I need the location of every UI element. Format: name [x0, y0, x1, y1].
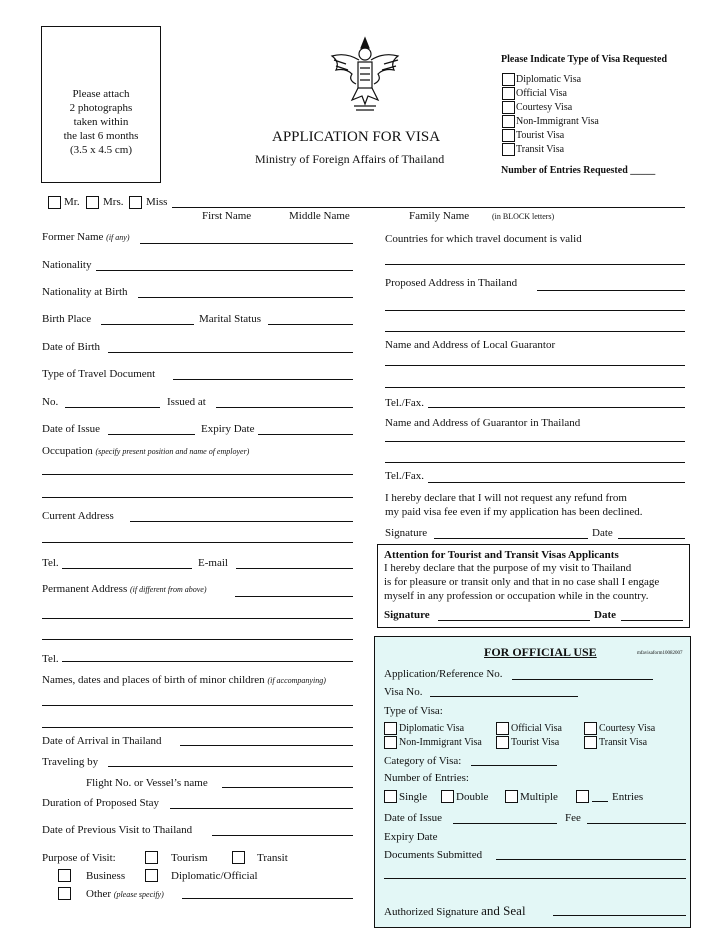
birth-place-input[interactable]: [101, 324, 194, 325]
official-documents-input-2[interactable]: [384, 878, 686, 879]
attention-line-2: is for pleasure or transit only and that in no case shall I engage: [384, 576, 660, 588]
countries-label: Countries for which travel document is valid: [385, 233, 582, 245]
permanent-address-input-1[interactable]: [235, 596, 353, 597]
doc-no-label: No.: [42, 396, 59, 408]
purpose-business-label: Business: [86, 870, 126, 882]
flight-input[interactable]: [222, 787, 353, 788]
form-subtitle: Ministry of Foreign Affairs of Thailand: [255, 152, 445, 166]
entries-requested-label: Number of Entries Requested _____: [501, 165, 656, 176]
date-issue-label: Date of Issue: [42, 423, 101, 435]
marital-status-label: Marital Status: [199, 313, 262, 325]
duration-label: Duration of Proposed Stay: [42, 797, 160, 809]
purpose-label: Purpose of Visit:: [42, 852, 116, 864]
visa-type-courtesy-label: Courtesy Visa: [516, 102, 573, 113]
official-auth-signature-label: Authorized Signature and Seal: [384, 903, 526, 918]
tel-fax2-label: Tel./Fax.: [385, 470, 424, 482]
purpose-diplomatic-label: Diplomatic/Official: [171, 870, 258, 882]
official-official-checkbox[interactable]: [496, 722, 509, 735]
tel-fax-label: Tel./Fax.: [385, 397, 424, 409]
full-name-input[interactable]: [172, 207, 685, 208]
visa-type-diplomatic-checkbox[interactable]: [502, 73, 515, 86]
local-guarantor-label: Name and Address of Local Guarantor: [385, 339, 556, 351]
official-documents-label: Documents Submitted: [384, 849, 483, 861]
official-date-issue-label: Date of Issue: [384, 812, 443, 824]
duration-input[interactable]: [170, 808, 353, 809]
tel-label: Tel.: [42, 557, 59, 569]
proposed-address-input-2[interactable]: [385, 310, 685, 311]
visa-type-nonimmigrant-checkbox[interactable]: [502, 115, 515, 128]
title-mrs-checkbox[interactable]: [86, 196, 99, 209]
tel-input[interactable]: [62, 568, 192, 569]
guarantor-thailand-input-1[interactable]: [385, 441, 685, 442]
children-input-1[interactable]: [42, 705, 353, 706]
official-tourist-checkbox[interactable]: [496, 736, 509, 749]
purpose-other-checkbox[interactable]: [58, 887, 71, 900]
proposed-address-label: Proposed Address in Thailand: [385, 277, 518, 289]
official-ref-label: Application/Reference No.: [384, 668, 503, 680]
current-address-label: Current Address: [42, 510, 114, 522]
dob-input[interactable]: [108, 352, 353, 353]
attention-heading: Attention for Tourist and Transit Visas Applicants: [384, 549, 619, 561]
local-guarantor-input-2[interactable]: [385, 387, 685, 388]
official-entries-label: Number of Entries:: [384, 772, 469, 784]
occupation-input-2[interactable]: [42, 497, 353, 498]
title-miss-label: Miss: [146, 196, 168, 208]
official-fee-label: Fee: [565, 812, 581, 824]
title-mr-checkbox[interactable]: [48, 196, 61, 209]
garuda-emblem-icon: [326, 34, 404, 116]
refund-date-label: Date: [592, 527, 613, 539]
official-use-box: [374, 636, 691, 928]
official-category-label: Category of Visa:: [384, 755, 462, 767]
official-nonimmigrant-label: Non-Immigrant Visa: [399, 737, 482, 748]
former-name-label: Former Name (if any): [42, 231, 130, 243]
date-issue-input[interactable]: [108, 434, 195, 435]
attention-date-label: Date: [594, 609, 616, 621]
official-expiry-label: Expiry Date: [384, 831, 438, 843]
official-double-checkbox[interactable]: [441, 790, 454, 803]
visa-type-nonimmigrant-label: Non-Immigrant Visa: [516, 116, 599, 127]
official-nonimmigrant-checkbox[interactable]: [384, 736, 397, 749]
purpose-transit-checkbox[interactable]: [232, 851, 245, 864]
official-official-label: Official Visa: [511, 723, 562, 734]
tel2-input[interactable]: [62, 661, 353, 662]
official-transit-label: Transit Visa: [599, 737, 648, 748]
visa-type-official-label: Official Visa: [516, 88, 567, 99]
official-entries-count-input[interactable]: [592, 801, 608, 802]
official-fee-input[interactable]: [587, 823, 686, 824]
attention-signature-label: Signature: [384, 609, 430, 621]
former-name-input[interactable]: [140, 243, 353, 244]
purpose-tourism-label: Tourism: [171, 852, 208, 864]
visa-type-transit-label: Transit Visa: [516, 144, 565, 155]
official-category-input[interactable]: [471, 765, 557, 766]
visa-type-heading: Please Indicate Type of Visa Requested: [501, 54, 668, 65]
nationality-birth-input[interactable]: [138, 297, 353, 298]
official-visa-no-input[interactable]: [430, 696, 578, 697]
attention-date-input[interactable]: [621, 620, 683, 621]
flight-label: Flight No. or Vessel’s name: [86, 777, 208, 789]
official-single-checkbox[interactable]: [384, 790, 397, 803]
form-title: APPLICATION FOR VISA: [272, 129, 441, 145]
visa-type-official-checkbox[interactable]: [502, 87, 515, 100]
current-address-input-2[interactable]: [42, 542, 353, 543]
official-documents-input-1[interactable]: [496, 859, 686, 860]
visa-type-tourist-checkbox[interactable]: [502, 129, 515, 142]
official-date-issue-input[interactable]: [453, 823, 557, 824]
countries-input[interactable]: [385, 264, 685, 265]
expiry-label: Expiry Date: [201, 423, 255, 435]
current-address-input-1[interactable]: [130, 521, 353, 522]
title-mr-label: Mr.: [64, 196, 80, 208]
refund-declaration-line-1: I hereby declare that I will not request any refund from: [385, 492, 627, 504]
official-courtesy-checkbox[interactable]: [584, 722, 597, 735]
official-single-label: Single: [399, 791, 428, 803]
visa-type-tourist-label: Tourist Visa: [516, 130, 565, 141]
dob-label: Date of Birth: [42, 341, 101, 353]
permanent-address-label: Permanent Address (if different from above): [42, 583, 207, 595]
travel-doc-label: Type of Travel Document: [42, 368, 156, 380]
attention-signature-input[interactable]: [438, 620, 590, 621]
traveling-by-input[interactable]: [108, 766, 353, 767]
guarantor-thailand-input-2[interactable]: [385, 462, 685, 463]
traveling-by-label: Traveling by: [42, 756, 99, 768]
attention-line-3: myself in any profession or occupation while in the country.: [384, 590, 649, 602]
tel-fax2-input[interactable]: [428, 482, 685, 483]
email-label: E-mail: [198, 557, 228, 569]
previous-visit-label: Date of Previous Visit to Thailand: [42, 824, 193, 836]
title-miss-checkbox[interactable]: [129, 196, 142, 209]
guarantor-thailand-label: Name and Address of Guarantor in Thailand: [385, 417, 581, 429]
official-visa-no-label: Visa No.: [384, 686, 423, 698]
issued-at-input[interactable]: [216, 407, 353, 408]
children-input-2[interactable]: [42, 727, 353, 728]
official-tourist-label: Tourist Visa: [511, 737, 560, 748]
purpose-other-input[interactable]: [182, 898, 353, 899]
photo-box: [41, 26, 161, 183]
visa-type-transit-checkbox[interactable]: [502, 143, 515, 156]
tel-fax-input[interactable]: [428, 407, 685, 408]
official-diplomatic-checkbox[interactable]: [384, 722, 397, 735]
official-auth-signature-input[interactable]: [553, 915, 686, 916]
refund-signature-label: Signature: [385, 527, 428, 539]
expiry-input[interactable]: [258, 434, 353, 435]
middle-name-label: Middle Name: [289, 210, 350, 222]
official-ref-input[interactable]: [512, 679, 653, 680]
local-guarantor-input-1[interactable]: [385, 365, 685, 366]
official-form-code: mfavisaform10082007: [637, 651, 683, 656]
tel2-label: Tel.: [42, 653, 59, 665]
attention-line-1: I hereby declare that the purpose of my visit to Thailand: [384, 562, 632, 574]
attention-box: [377, 544, 690, 628]
official-multiple-checkbox[interactable]: [505, 790, 518, 803]
photo-box-instructions: Please attach 2 photographs taken within the last 6 months (3.5 x 4.5 cm): [63, 88, 139, 156]
nationality-birth-label: Nationality at Birth: [42, 286, 128, 298]
title-mrs-label: Mrs.: [103, 196, 124, 208]
official-transit-checkbox[interactable]: [584, 736, 597, 749]
children-label: Names, dates and places of birth of minor children (if accompanying): [42, 674, 326, 686]
arrival-input[interactable]: [180, 745, 353, 746]
purpose-business-checkbox[interactable]: [58, 869, 71, 882]
occupation-label: Occupation (specify present position and name of employer): [42, 445, 250, 457]
nationality-label: Nationality: [42, 259, 92, 271]
official-entries-count-checkbox[interactable]: [576, 790, 589, 803]
refund-date-input[interactable]: [618, 538, 685, 539]
marital-status-input[interactable]: [268, 324, 353, 325]
arrival-label: Date of Arrival in Thailand: [42, 735, 162, 747]
email-input[interactable]: [236, 568, 353, 569]
permanent-address-input-2[interactable]: [42, 618, 353, 619]
doc-no-input[interactable]: [65, 407, 160, 408]
visa-type-courtesy-checkbox[interactable]: [502, 101, 515, 114]
previous-visit-input[interactable]: [212, 835, 353, 836]
permanent-address-input-3[interactable]: [42, 639, 353, 640]
official-entries-word: Entries: [612, 791, 644, 803]
occupation-input-1[interactable]: [42, 474, 353, 475]
official-courtesy-label: Courtesy Visa: [599, 723, 656, 734]
official-type-label: Type of Visa:: [384, 705, 443, 717]
official-double-label: Double: [456, 791, 489, 803]
purpose-tourism-checkbox[interactable]: [145, 851, 158, 864]
purpose-other-label: Other (please specify): [86, 888, 164, 900]
refund-declaration-line-2: my paid visa fee even if my application has been declined.: [385, 506, 643, 518]
refund-signature-input[interactable]: [434, 538, 588, 539]
first-name-label: First Name: [202, 210, 252, 222]
birth-place-label: Birth Place: [42, 313, 92, 325]
travel-doc-input[interactable]: [173, 379, 353, 380]
block-letters-note: (in BLOCK letters): [492, 212, 555, 221]
official-diplomatic-label: Diplomatic Visa: [399, 723, 465, 734]
visa-type-diplomatic-label: Diplomatic Visa: [516, 74, 582, 85]
purpose-transit-label: Transit: [257, 852, 288, 864]
purpose-diplomatic-checkbox[interactable]: [145, 869, 158, 882]
nationality-input[interactable]: [96, 270, 353, 271]
proposed-address-input-1[interactable]: [537, 290, 685, 291]
official-heading: FOR OFFICIAL USE: [484, 645, 597, 659]
issued-at-label: Issued at: [167, 396, 206, 408]
official-multiple-label: Multiple: [520, 791, 558, 803]
proposed-address-input-3[interactable]: [385, 331, 685, 332]
family-name-label: Family Name: [409, 210, 470, 222]
